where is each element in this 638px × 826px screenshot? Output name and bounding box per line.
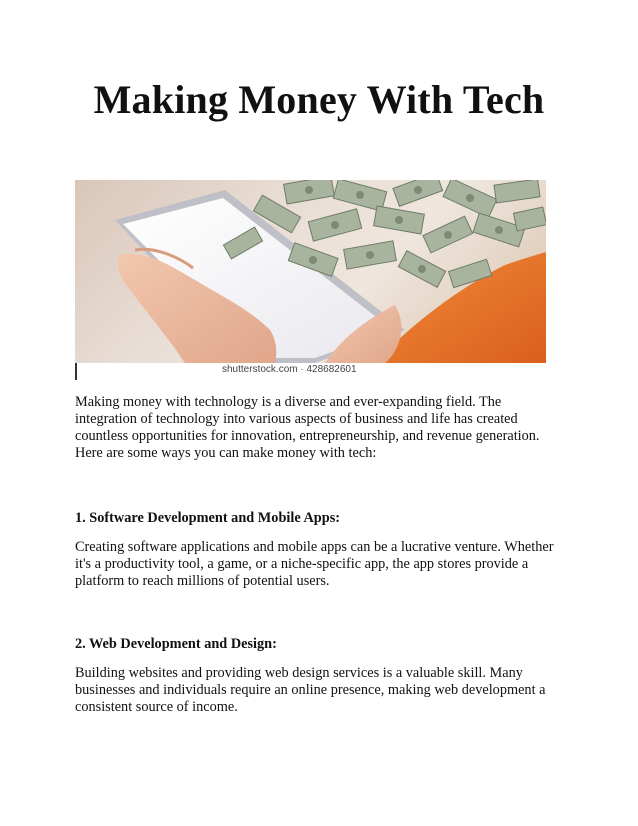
hands-tablet-money-photo: [75, 180, 546, 363]
photo-illustration: [75, 180, 546, 363]
section-body-1: Creating software applications and mobile apps can be a lucrative venture. Whether it's a productivity tool, a game, or a niche-specific app, the app stores provide a platform to reach millions of potential users.: [75, 539, 554, 589]
watermark-text: shutterstock.com · 428682601: [222, 364, 357, 375]
section-heading-2: 2. Web Development and Design:: [75, 636, 277, 652]
section-heading-1: 1. Software Development and Mobile Apps:: [75, 510, 341, 526]
photo-caption-strip: [75, 363, 548, 380]
section-body-2: Building websites and providing web design services is a valuable skill. Many businesses and individuals require an online presence, making web development a consistent source of income.: [75, 665, 546, 715]
stock-photo-figure: [75, 180, 546, 380]
intro-paragraph: Making money with technology is a diverse and ever-expanding field. The integration of technology into various aspects of business and life has created countless opportunities for innovation, entrepreneurship, and revenue generation. Here are some ways you can make money with tech:: [75, 394, 540, 461]
page-title: Making Money With Tech: [93, 77, 545, 122]
